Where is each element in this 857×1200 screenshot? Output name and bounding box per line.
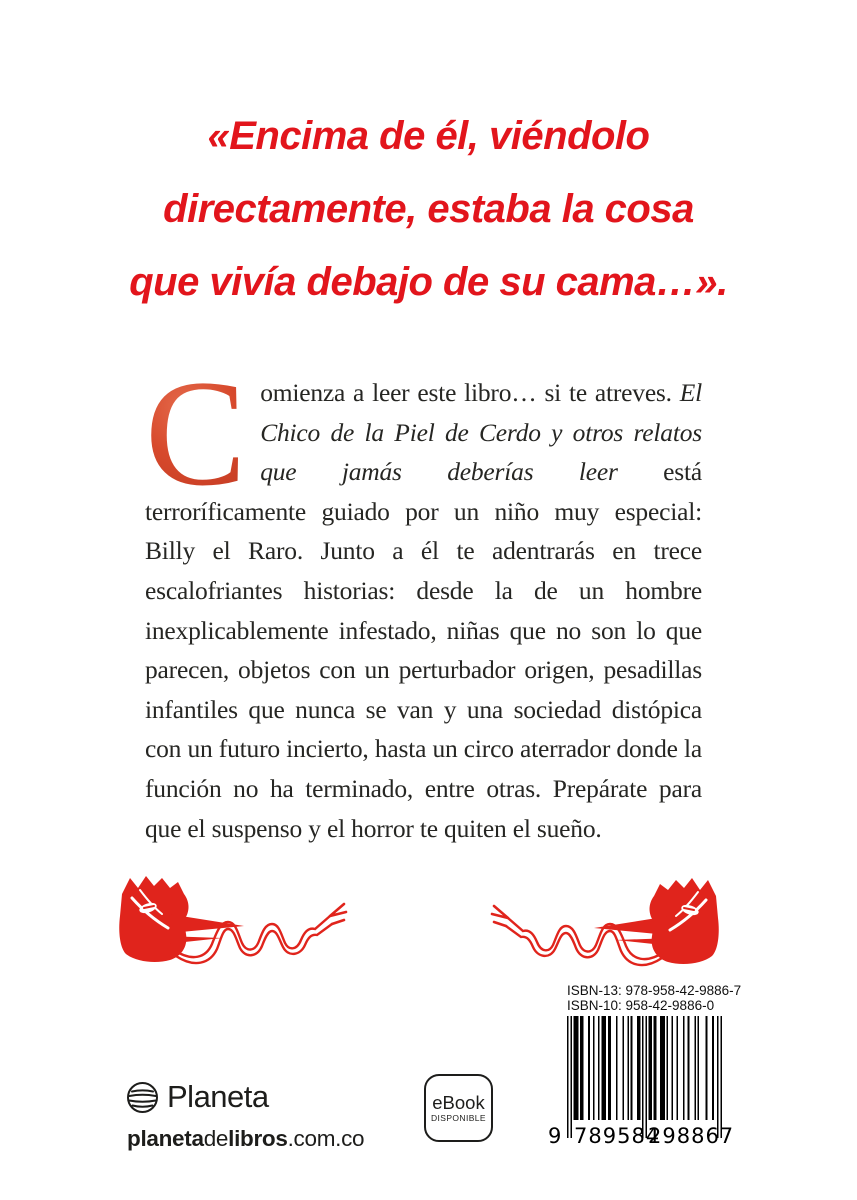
publisher-logo	[126, 1079, 269, 1115]
website-segment: planeta	[127, 1126, 204, 1151]
isbn-block	[567, 983, 741, 1013]
creature-doodle-icon	[118, 872, 390, 967]
creature-doodle-left	[118, 872, 390, 967]
quote-line: directamente, estaba la cosa	[163, 187, 694, 231]
synopsis-segment: El Chico de la Piel de Cerdo y otros relatos que jamás deberías leer	[260, 378, 702, 487]
quote-line: «Encima de él, viéndolo	[207, 114, 650, 158]
quote	[0, 100, 857, 319]
website-segment: libros	[228, 1126, 288, 1151]
barcode-bars	[567, 1016, 722, 1140]
synopsis	[145, 349, 702, 848]
website-segment: .com.co	[287, 1126, 365, 1151]
drop-cap: C	[145, 373, 260, 487]
barcode-digits-right: 298867	[648, 1124, 735, 1148]
isbn-13: ISBN-13: 978-958-42-9886-7	[567, 983, 742, 998]
quote-line: que vivía debajo de su cama…».	[129, 260, 728, 304]
barcode	[548, 1016, 735, 1148]
synopsis-segment: omienza a leer este libro… si te atreves.	[260, 378, 680, 407]
ebook-badge	[424, 1074, 493, 1142]
website-segment: de	[203, 1126, 229, 1151]
publisher-website	[127, 1126, 364, 1152]
isbn-10: ISBN-10: 958-42-9886-0	[567, 998, 715, 1013]
ebook-badge-subtitle: DISPONIBLE	[430, 1112, 487, 1123]
barcode-digit-first: 9	[548, 1124, 563, 1148]
creature-doodle-right	[448, 874, 720, 969]
barcode-digits-left: 789584	[574, 1124, 661, 1148]
creature-doodle-icon	[448, 874, 720, 969]
synopsis-segment: está terroríficamente guiado por un niño muy especial: Billy el Raro. Junto a él te adentrarás en trece escalofriantes historias: desde la de un hombre inexplicablemente infestado, niñas que no son lo que parecen, objetos con un perturbador origen, pesadillas infantiles que nunca se van y una sociedad distópica con un futuro incierto, hasta un circo aterrador donde la función no ha terminado, entre otras. Prepárate para que el suspenso y el horror te quiten el sueño.	[145, 457, 702, 843]
publisher-name: Planeta	[167, 1079, 269, 1114]
ebook-badge-title: eBook	[432, 1091, 485, 1113]
planeta-globe-icon	[126, 1081, 159, 1114]
